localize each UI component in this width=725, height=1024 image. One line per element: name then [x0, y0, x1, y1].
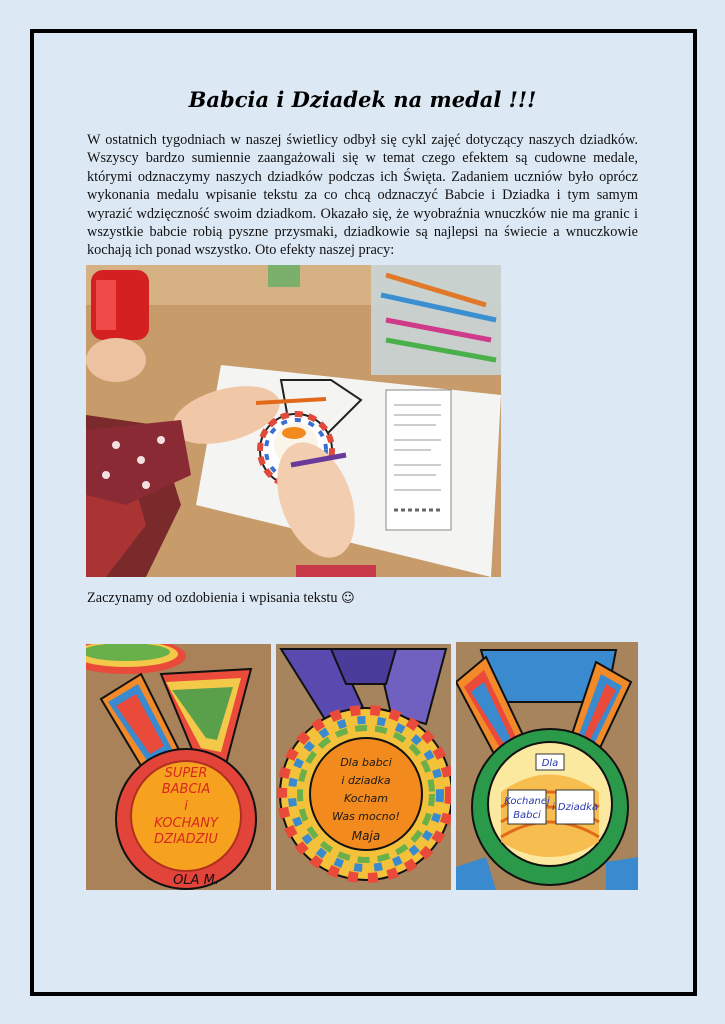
medal-text-line: Kocham [343, 792, 389, 805]
medal-text-line: i Dziadka [551, 802, 599, 813]
medal-signature: OLA M. [173, 873, 219, 888]
page-title: Babcia i Dziadek na medal !!! [188, 87, 537, 112]
medal-text-line: Babci [513, 810, 541, 821]
medal-text-line: Was mocno! [332, 810, 400, 823]
photo-medal-orange [276, 644, 451, 890]
medal-text-line: DZIADZIU [154, 832, 218, 847]
medal-text-line: Dla babci [340, 756, 392, 769]
medal-text-line: SUPER [164, 766, 208, 781]
medal-text-line: i [184, 799, 188, 814]
photo-medal-red [86, 644, 271, 890]
photo-kids-coloring [86, 265, 501, 577]
intro-paragraph: W ostatnich tygodniach w naszej świetlicy odbył się cykl zajęć dotyczący naszych dziadków. Wszyscy bardzo sumiennie zaangażowali się w temat czego efektem są cudowne medale, którymi odznaczymy naszych dziadków podczas ich Święta. Zadaniem uczniów było oprócz wykonania medalu wpisanie tekstu za co chcą odznaczyć Babcie i Dziadka i tym samym wyrazić wdzięczność swoim dziadkom. Okazało się, że wyobraźnia wnuczków nie ma granic i wszystkie babcie robią pyszne przysmaki, dziadkowie są najlepsi na świecie a wnuczkowie kochają ich ponad wszystko. Oto efekty naszej pracy: [87, 132, 638, 259]
medal-text-line: BABCIA [161, 782, 211, 797]
medal-text-line: KOCHANY [154, 816, 218, 831]
medal-text-line: i dziadka [341, 774, 391, 787]
medal-signature: Maja [351, 829, 381, 843]
smiley-icon: ☺ [341, 591, 355, 606]
photo-caption: Zaczynamy od ozdobienia i wpisania tekstu ☺ [87, 590, 355, 606]
medal-text-line: Dla [541, 758, 559, 769]
medal-text-line: Kochanej [504, 796, 550, 807]
photo-medal-green [456, 642, 638, 890]
